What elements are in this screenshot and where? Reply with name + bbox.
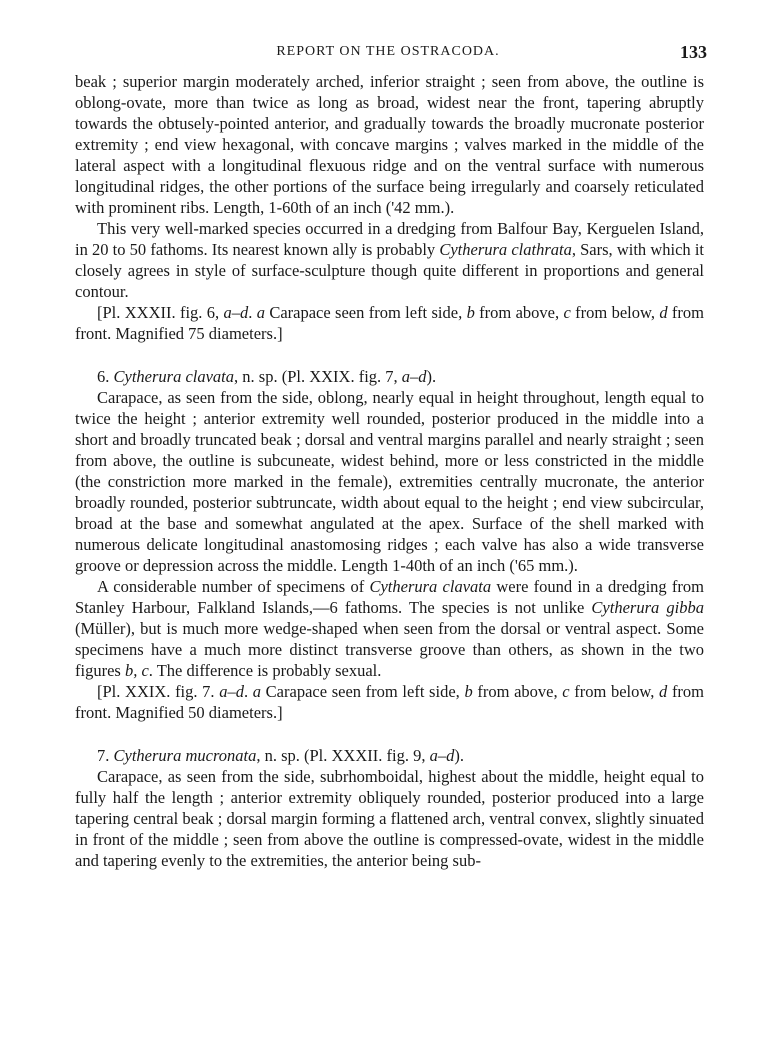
- page-number: 133: [680, 42, 707, 62]
- paragraph: This very well-marked species occurred in a dredging from Balfour Bay, Kerguelen Island, in 20 to 50 fathoms. Its nearest known ally is probably Cytherura clathrata, Sars, with which it closely agrees in style of surface-sculpture though quite different in proportions and general contour.: [75, 219, 704, 301]
- species-name: Cytherura clathrata: [439, 240, 572, 259]
- paragraph: Carapace, as seen from the side, subrhomboidal, highest about the middle, height equal to fully half the length ; anterior extremity obliquely rounded, posterior produced into a large tapering central beak ; dorsal margin forming a flattened arch, ventral convex, slightly sinuated in front of the middle ; seen from above the outline is compressed-ovate, widest in the middle and tapering evenly to the extremities, the anterior being sub-: [75, 767, 704, 870]
- paragraph: Carapace, as seen from the side, oblong, nearly equal in height throughout, length equal to twice the height ; anterior extremity well rounded, posterior produced in the middle into a short and broadly truncated beak ; dorsal and ventral margins parallel and nearly straight ; seen from above, the outline is subcuneate, widest behind, more or less constricted in the middle (the constriction more marked in the female), extremities centrally mucronate, the anterior broadly rounded, posterior subtruncate, width about equal to the height ; end view subcircular, broad at the base and somewhat angulated at the apex. Surface of the shell marked with numerous delicate longitudinal anastomosing ridges ; each valve has also a wide transverse groove or depression across the middle. Length 1-40th of an inch ('65 mm.).: [75, 388, 704, 575]
- species-name: Cytherura clavata: [113, 367, 235, 386]
- species-heading: 7. Cytherura mucronata, n. sp. (Pl. XXXII. fig. 9, a–d).: [97, 746, 464, 765]
- paragraph: A considerable number of specimens of Cytherura clavata were found in a dredging from Stanley Harbour, Falkland Islands,—6 fathoms. The species is not unlike Cytherura gibba (Müller), but is much more wedge-shaped when seen from the dorsal or ventral aspect. Some specimens have a much more distinct transverse groove than others, as shown in the two figures b, c. The difference is probably sexual.: [75, 577, 704, 680]
- species-name: Cytherura clavata: [369, 577, 492, 596]
- species-heading: 6. Cytherura clavata, n. sp. (Pl. XXIX. fig. 7, a–d).: [97, 367, 437, 386]
- paragraph: beak ; superior margin moderately arched, inferior straight ; seen from above, the outline is oblong-ovate, more than twice as long as broad, widest near the front, tapering abruptly towards the obtusely-pointed anterior, and gradually towards the broadly mucronate posterior extremity ; end view hexagonal, with concave margins ; valves marked in the middle of the lateral aspect with a longitudinal flexuous ridge and on the ventral surface with numerous longitudinal ridges, the other portions of the surface being irregularly and coarsely reticulated with prominent ribs. Length, 1-60th of an inch ('42 mm.).: [75, 72, 704, 217]
- plate-caption: [Pl. XXIX. fig. 7. a–d. a Carapace seen from left side, b from above, c from below, d from front. Magnified 50 diameters.]: [75, 682, 705, 722]
- species-name: Cytherura mucronata: [113, 746, 257, 765]
- body-text: [75, 71, 704, 871]
- running-header: REPORT ON THE OSTRACODA.: [276, 44, 500, 59]
- species-name: Cytherura gibba: [591, 598, 704, 617]
- plate-caption: [Pl. XXXII. fig. 6, a–d. a Carapace seen from left side, b from above, c from below, d from front. Magnified 75 diameters.]: [75, 303, 705, 343]
